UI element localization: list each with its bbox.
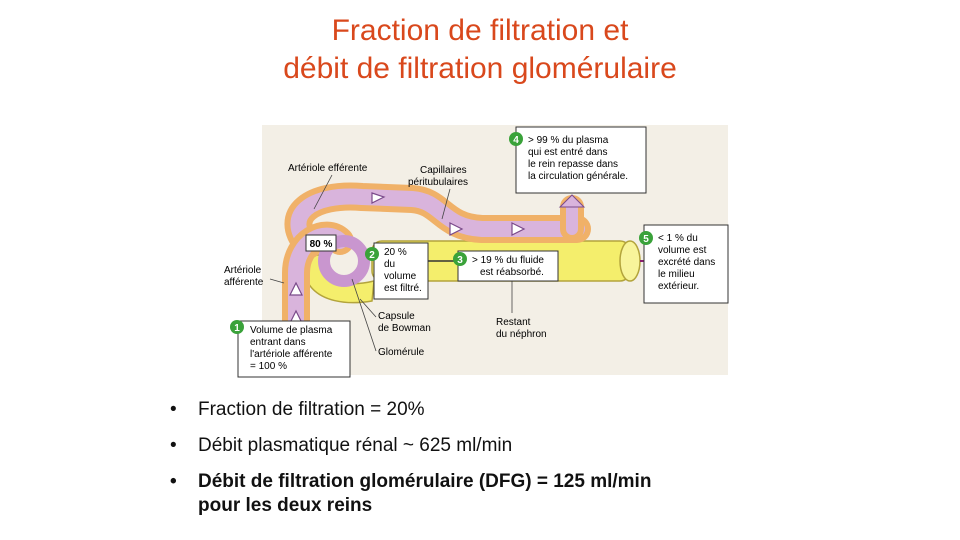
callout-1-line-3: l'artériole afférente [250,349,333,360]
bullet-dot: • [170,471,177,492]
callout-5-line-4: le milieu [658,269,695,280]
callout-3-number: 3 [457,255,463,266]
bullet-fraction-filtration [170,398,810,422]
callout-3 [453,251,558,281]
bullet-dot: • [170,399,177,420]
bullet-text-line-1: Débit de filtration glomérulaire (DFG) = 125 ml/min [198,471,652,492]
bullet-dot: • [170,435,177,456]
bullet-text: Fraction de filtration = 20% [198,399,425,420]
label-capsule-1: Capsule [378,311,415,322]
bullet-dfg [170,470,810,518]
bullet-debit-plasmatique [170,434,810,458]
slide-title-line-2: débit de filtration glomérulaire [283,52,677,85]
callout-5-line-2: volume est [658,245,707,256]
callout-1-line-1: Volume de plasma [250,325,333,336]
callout-1-line-2: entrant dans [250,337,306,348]
label-restant-1: Restant [496,317,531,328]
callout-5-number: 5 [643,234,649,245]
callout-5-line-1: < 1 % du [658,233,698,244]
callout-1-number: 1 [234,323,240,334]
callout-2 [365,243,428,299]
bullet-text-line-2: pour les deux reins [198,495,373,516]
nephron-filtration-diagram [222,123,772,381]
callout-5-line-5: extérieur. [658,281,700,292]
callout-2-line-4: est filtré. [384,283,422,294]
callout-2-line-2: du [384,259,396,270]
callout-4 [509,127,646,193]
callout-2-line-1: 20 % [384,247,407,258]
slide-title-line-1: Fraction de filtration et [331,14,629,47]
callout-3-line-2: est réabsorbé. [480,267,544,278]
label-capsule-2: de Bowman [378,323,431,334]
callout-5-line-3: excrété dans [658,257,716,268]
label-arteriole-efferente: Artériole efférente [288,163,368,174]
summary-bullet-list [170,398,810,530]
label-arteriole-afferente-1: Artériole [224,265,262,276]
bullet-text: Débit plasmatique rénal ~ 625 ml/min [198,435,513,456]
label-glomerule: Glomérule [378,347,425,358]
callout-4-line-1: > 99 % du plasma [528,135,609,146]
callout-4-line-2: qui est entré dans [528,147,608,158]
label-arteriole-afferente-2: afférente [224,277,264,288]
callout-5 [639,225,728,303]
callout-3-line-1: > 19 % du fluide [472,255,544,266]
callout-1-line-4: = 100 % [250,361,287,372]
callout-2-number: 2 [369,250,375,261]
callout-4-line-3: le rein repasse dans [528,159,619,170]
callout-4-number: 4 [513,135,519,146]
callout-1 [230,320,350,377]
label-capillaires-2: péritubulaires [408,177,469,188]
label-restant-2: du néphron [496,329,547,340]
pct-80-label: 80 % [309,239,333,250]
callout-2-line-3: volume [384,271,417,282]
label-capillaires-1: Capillaires [420,165,467,176]
callout-4-line-4: la circulation générale. [528,171,629,182]
